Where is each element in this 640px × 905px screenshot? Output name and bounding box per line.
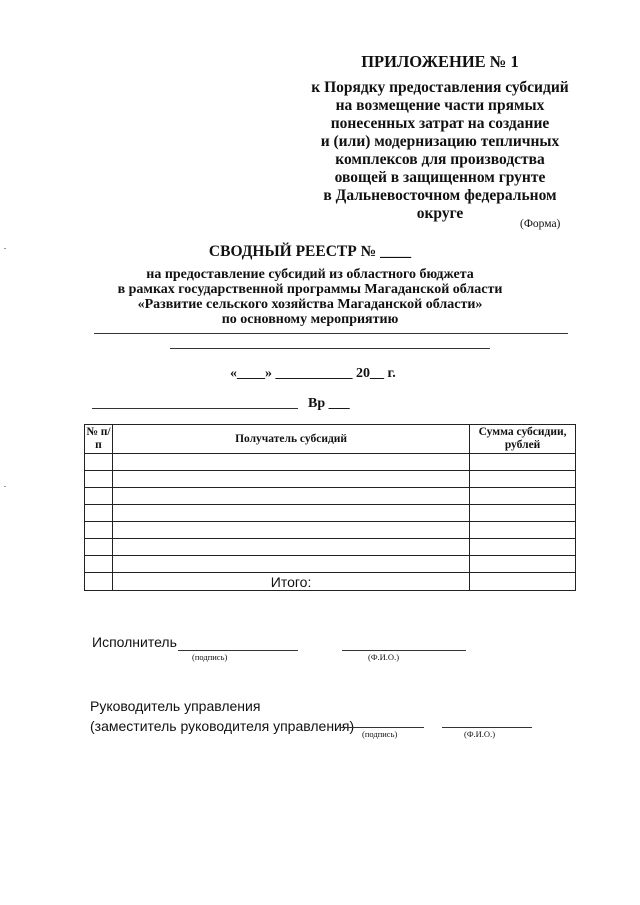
table-cell <box>112 505 469 522</box>
registry-line: «Развитие сельского хозяйства Магаданской области» <box>137 297 483 312</box>
table-cell <box>85 471 113 488</box>
head-label-line: (заместитель руководителя управления) <box>90 718 355 734</box>
appendix-line: комплексов для производства <box>335 151 545 168</box>
table-header-row <box>85 425 576 454</box>
executor-name-caption: (Ф.И.О.) <box>368 652 400 662</box>
appendix-line: овощей в защищенном грунте <box>334 169 546 186</box>
total-row <box>85 573 576 591</box>
registry-line: по основному мероприятию <box>221 312 399 327</box>
table-cell <box>112 556 469 573</box>
table-cell <box>85 556 113 573</box>
head-signature-line <box>340 727 424 728</box>
table-cell <box>85 573 113 591</box>
registry-header <box>80 244 540 327</box>
table-cell <box>470 454 576 471</box>
table-cell <box>470 488 576 505</box>
activity-fill-line <box>170 348 490 349</box>
total-label: Итого: <box>112 573 469 591</box>
table-cell <box>470 505 576 522</box>
table-cell <box>85 522 113 539</box>
total-sum-cell <box>470 573 576 591</box>
table-cell <box>470 556 576 573</box>
table-row <box>85 505 576 522</box>
col-recipient-header: Получатель субсидий <box>112 425 469 454</box>
table-row <box>85 556 576 573</box>
head-name-line <box>442 727 532 728</box>
table-cell <box>112 522 469 539</box>
table-row <box>85 522 576 539</box>
table-cell <box>112 488 469 505</box>
executor-label: Исполнитель <box>92 634 177 650</box>
table-row <box>85 471 576 488</box>
table-row <box>85 488 576 505</box>
head-label <box>90 696 354 736</box>
table-cell <box>470 539 576 556</box>
registry-table <box>84 424 576 591</box>
table-row <box>85 539 576 556</box>
activity-fill-line <box>94 333 568 334</box>
form-note: (Форма) <box>520 218 561 230</box>
executor-signature-caption: (подпись) <box>192 652 228 662</box>
executor-signature-line <box>178 650 298 651</box>
date-line: «____» ___________ 20__ г. <box>230 366 396 381</box>
table-cell <box>470 522 576 539</box>
table-cell <box>112 454 469 471</box>
registry-line: в рамках государственной программы Магаданской области <box>117 282 503 297</box>
head-label-line: Руководитель управления <box>90 698 261 714</box>
table-cell <box>112 539 469 556</box>
executor-name-line <box>342 650 466 651</box>
col-num-header: № п/п <box>85 425 113 454</box>
appendix-line: на возмещение части прямых <box>335 97 545 114</box>
table-cell <box>85 539 113 556</box>
appendix-line: округе <box>416 205 464 222</box>
table-cell <box>85 488 113 505</box>
table-cell <box>112 471 469 488</box>
col-sum-header: Сумма субсидии, рублей <box>470 425 576 454</box>
appendix-line: к Порядку предоставления субсидий <box>311 79 569 96</box>
table-cell <box>85 454 113 471</box>
table-cell <box>85 505 113 522</box>
appendix-line: и (или) модернизацию тепличных <box>320 133 560 150</box>
vr-line: Вр ___ <box>308 396 350 411</box>
margin-mark <box>4 248 6 249</box>
head-name-caption: (Ф.И.О.) <box>464 729 496 739</box>
margin-mark <box>4 486 6 487</box>
table-cell <box>470 471 576 488</box>
appendix-line: понесенных затрат на создание <box>330 115 550 132</box>
appendix-header <box>300 53 580 223</box>
org-fill-line <box>92 408 298 409</box>
registry-title: СВОДНЫЙ РЕЕСТР № ____ <box>208 243 412 260</box>
head-signature-caption: (подпись) <box>362 729 398 739</box>
appendix-title: ПРИЛОЖЕНИЕ № 1 <box>361 52 519 71</box>
table-row <box>85 454 576 471</box>
appendix-line: в Дальневосточном федеральном <box>323 187 557 204</box>
registry-line: на предоставление субсидий из областного бюджета <box>146 267 474 282</box>
